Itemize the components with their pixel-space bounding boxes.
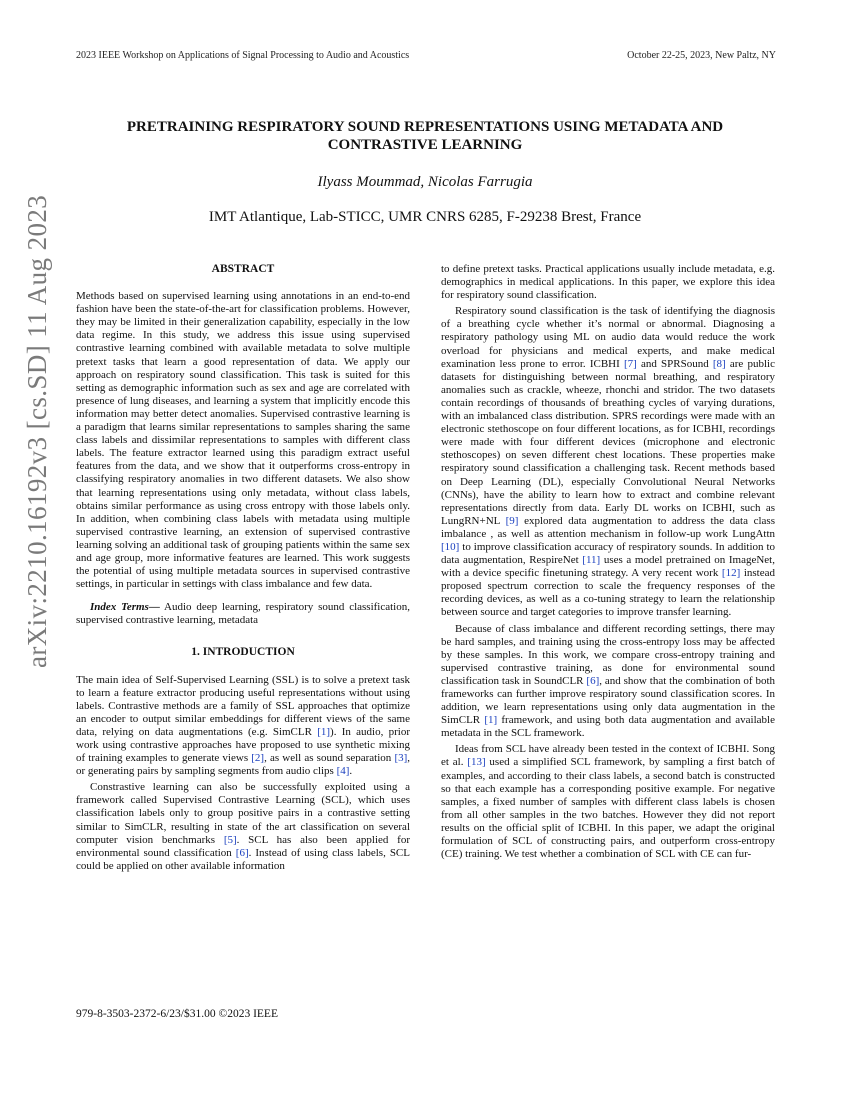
paragraph-text: to improve classification accuracy of respiratory sounds. In addition to data augmentation, RespireNet (441, 540, 775, 567)
citation-link[interactable]: [11] (582, 554, 601, 567)
citation-link[interactable]: [8] (712, 357, 726, 370)
citation-link[interactable]: [1] (484, 714, 498, 727)
abstract-heading: ABSTRACT (211, 263, 275, 275)
abstract-text: Methods based on supervised learning using annotations in an end-to-end fashion have been the state-of-the-art for classification problems. However, they may be limited in their generalization capability, especially in the low data regime. In this study, we address this issue using supervised contrastive learning combined with available metadata to solve multiple pretext tasks that learn a good representation of data. We apply our approach on respiratory sound classification. This task is suited for this setting as demographic information such as sex and age are correlated with presence of lung diseases, and learning a system that implicitly encode this information may better detect anomalies. Supervised contrastive learning is a paradigm that learns similar representations to samples sharing the same class labels and dissimilar representations to samples with different class labels. The feature extractor learned using this paradigm extract useful features from the data, and we show that it outperforms cross-entropy in classifying respiratory anomalies in two different datasets. We also show that learning representations using only metadata, without class labels, obtains similar performance as using cross entropy with those labels only. In addition, when combining class labels with metadata using multiple supervised contrastive learning, an extension of supervised contrastive learning solving an additional task of grouping patients within the same sex and age group, more informative features are learned. This work suggests the potential of using multiple metadata sources in supervised contrastive settings, in particular in settings with class imbalance and few data. (76, 290, 410, 591)
paragraph-text: and SPRSound (636, 357, 713, 370)
paragraph-text: , and show that the combination of both frameworks can further improve respiratory sound classification scores. In addition, we learn representations using only data augmentation in the SimCLR (441, 674, 775, 727)
paragraph-text: Ideas from SCL have already been tested in the context of ICBHI. Song et al. (441, 743, 775, 769)
intro-paragraph-3: to define pretext tasks. Practical applications usually include metadata, e.g. demographics in medical applications. In this paper, we explore this idea for respiratory sound classification. (441, 263, 775, 302)
citation-link[interactable]: [1] (317, 725, 331, 738)
intro-paragraph-1 (76, 674, 410, 779)
paragraph-text: Respiratory sound classification is the task of identifying the diagnosis of a breathing cycle whether it’s normal or abnormal. Diagnosing a respiratory pathology using ML on audio data would reduce the work overload for physicians and medical experts, and make medical examination less prone to error. ICBHI (441, 305, 775, 370)
index-terms (76, 601, 410, 627)
citation-link[interactable]: [5] (223, 833, 237, 846)
index-terms-text: Audio deep learning, respiratory sound classification, supervised contrastive learning, metadata (76, 601, 410, 627)
paragraph-text: . Instead of using class labels, SCL could be applied on other available information (76, 846, 410, 872)
citation-link[interactable]: [4] (336, 765, 350, 778)
intro-paragraph-6 (441, 743, 775, 861)
header-right: October 22-25, 2023, New Paltz, NY (627, 50, 776, 61)
affiliation: IMT Atlantique, Lab-STICC, UMR CNRS 6285, F-29238 Brest, France (208, 209, 642, 225)
citation-link[interactable]: [13] (467, 756, 486, 769)
citation-link[interactable]: [6] (235, 846, 249, 859)
paragraph-text: Because of class imbalance and different recording settings, there may be hard samples, and training using the cross-entropy loss may be affected by these samples. In this work, we compare cross-entropy training and supervised contrastive training, as done for environmental sound classification task in SoundCLR (441, 622, 775, 687)
paragraph-text: The main idea of Self-Supervised Learning (SSL) is to solve a pretext task to learn a feature extractor producing useful representations without using labels. Contrastive methods are a family of SSL approaches that optimize an encoder to output similar embeddings for different views of the same data, relying on data augmentations (e.g. SimCLR (76, 673, 410, 738)
paragraph-text: , as well as sound separation (264, 752, 395, 765)
left-column (76, 263, 410, 876)
paragraph-text: . (349, 765, 353, 778)
citation-link[interactable]: [6] (586, 674, 600, 687)
arxiv-id: arXiv:2210.16192v3 [cs.SD] 11 Aug 2023 (22, 194, 52, 668)
citation-link[interactable]: [10] (441, 540, 460, 553)
intro-paragraph-5 (441, 623, 775, 741)
citation-link[interactable]: [12] (721, 567, 741, 580)
intro-paragraph-2 (76, 781, 410, 873)
paragraph-text: are public datasets for distinguishing between normal breathing, and respiratory anomalies such as crackle, wheeze, rhonchi and stridor. The two datasets contain recordings of thousands of breathing cycles of varying durations, with an imbalanced class distribution. SPRS recordings were made with an electronic stethoscope on four different locations, as for ICBHI, recordings were made with four different devices (microphone and electronic stethoscopes) on seven different chest locations. These properties make respiratory sound classification a challenging task. Recent methods based on Deep Learning (DL), especially Convolutional Neural Networks (CNNs), have the ability to learn how to extract and combine relevant representations directly from data. Early DL works on ICBHI, such as LungRN+NL (441, 357, 775, 527)
paragraph-text: used a simplified SCL framework, by sampling a first batch of examples, and according to their class labels, a second batch is constructed so that each example has a corresponding positive example. For negative samples, a fixed number of samples with different class labels is chosen from all other samples in the two batches. However they did not report results on the official split of ICBHI. In this paper, we adapt the original formulation of SCL of constructing pairs, and outperform cross-entropy (CE) training. We test whether a combination of SCL with CE can fur- (441, 756, 775, 861)
right-column (441, 263, 775, 864)
paragraph-text: explored data augmentation to address the data class imbalance , as well as attention mechanism in follow-up work LungAttn (441, 514, 775, 540)
paragraph-text: Constrastive learning can also be successfully exploited using a framework called Supervised Contrastive Learning (SCL), which uses classification labels only to group positive pairs in a contrastive setting similar to SimCLR, resulting in state of the art classification on several computer vision benchmarks (76, 781, 410, 846)
arxiv-stamp (22, 194, 58, 670)
footer-copyright: 979-8-3503-2372-6/23/$31.00 ©2023 IEEE (76, 1008, 278, 1020)
intro-heading: 1. INTRODUCTION (191, 646, 295, 659)
index-terms-label: Index Terms— (90, 601, 160, 614)
paragraph-text: instead proposed spectrum correction to scale the frequency responses of the recording devices, as well as a co-tuning strategy to learn the relationship between source and target categories to improve transfer learning. (441, 567, 775, 619)
header-left: 2023 IEEE Workshop on Applications of Signal Processing to Audio and Acoustics (76, 50, 410, 61)
paragraph-text: . SCL has also been applied for environmental sound classification (76, 833, 410, 859)
citation-link[interactable]: [9] (505, 514, 519, 527)
paragraph-text: , or generating pairs by sampling segments from audio clips (76, 752, 411, 778)
citation-link[interactable]: [3] (394, 752, 408, 765)
paragraph-text: framework, and using both data augmentation and available metadata in the SCL framework. (441, 714, 775, 740)
paragraph-text: uses a model pretrained on ImageNet, with a device specific finetuning strategy. A very recent work (441, 554, 775, 580)
authors: Ilyass Moummad, Nicolas Farrugia (317, 174, 533, 190)
intro-paragraph-4 (441, 305, 775, 619)
paper-title: PRETRAINING RESPIRATORY SOUND REPRESENTATIONS USING METADATA AND CONTRASTIVE LEARNING (126, 119, 724, 153)
citation-link[interactable]: [2] (251, 752, 265, 765)
paragraph-text: ). In audio, prior work using contrastive approaches have proposed to use synthetic mixing of training examples to generate views (76, 725, 410, 765)
citation-link[interactable]: [7] (623, 357, 637, 370)
